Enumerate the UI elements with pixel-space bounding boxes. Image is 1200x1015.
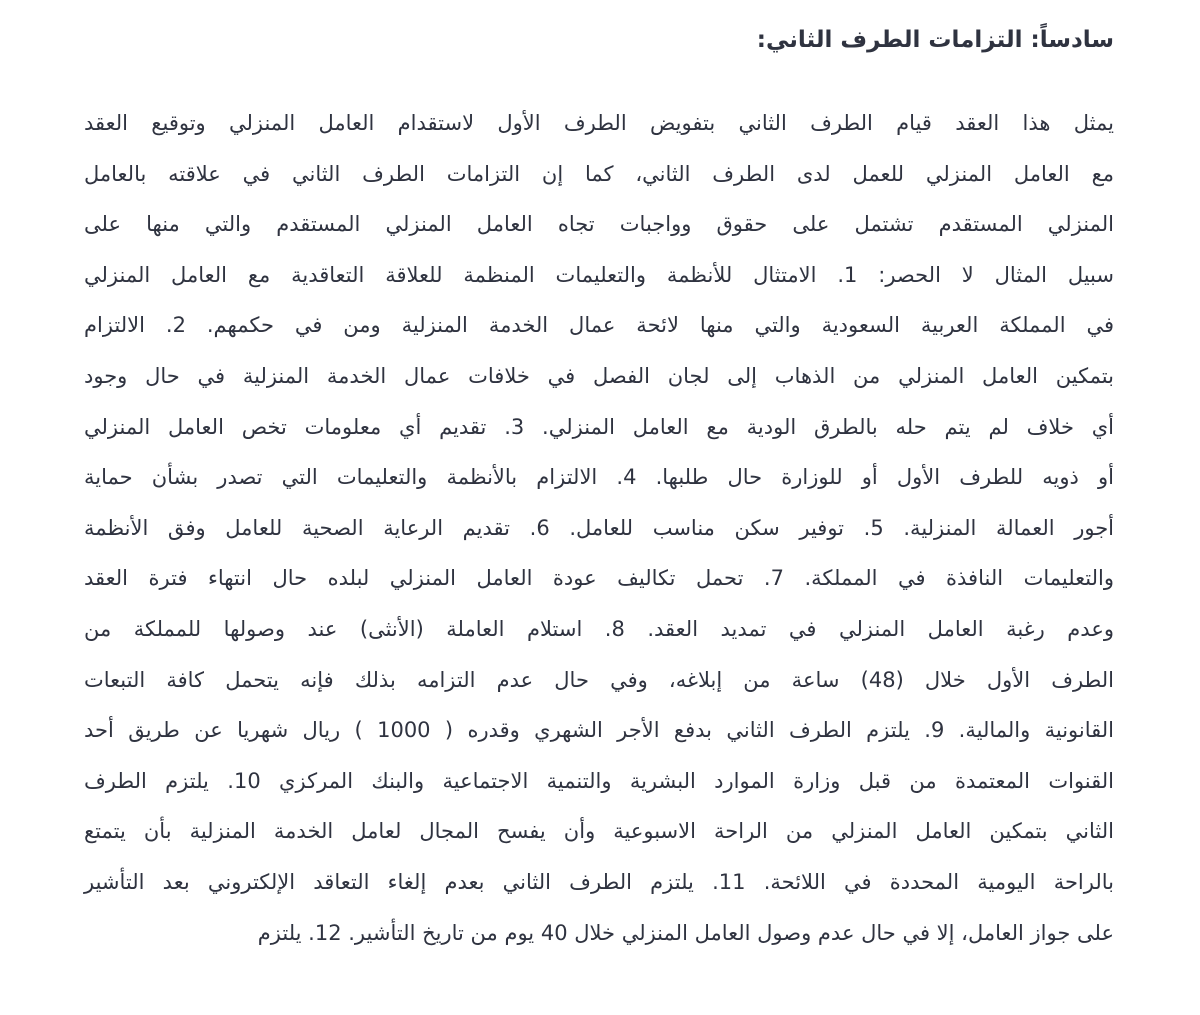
body-line: أجور العمالة المنزلية. 5. توفير سكن مناسب للعامل. 6. تقديم الرعاية الصحية للعامل وفق الأنظمة — [84, 515, 1115, 540]
body-line: أو ذويه للطرف الأول أو للوزارة حال طلبها. 4. الالتزام بالأنظمة والتعليمات التي تصدر بشأن حماية — [84, 465, 1114, 490]
body-line: على جواز العامل، إلا في حال عدم وصول العامل المنزلي خلال 40 يوم من تاريخ التأشير. 12. يلتزم — [257, 920, 1114, 945]
body-line: المنزلي المستقدم تشتمل على حقوق وواجبات تجاه العامل المنزلي المستقدم والتي منها على — [84, 212, 1114, 237]
section-body — [84, 98, 1114, 958]
body-line: القنوات المعتمدة من قبل وزارة الموارد البشرية والتنمية الاجتماعية والبنك المركزي 10. يلتزم الطرف — [84, 768, 1114, 793]
body-line: سبيل المثال لا الحصر: 1. الامتثال للأنظمة والتعليمات المنظمة للعلاقة التعاقدية مع العامل المنزلي — [84, 262, 1114, 287]
body-line: الطرف الأول خلال (48) ساعة من إبلاغه، وفي حال عدم التزامه بذلك فإنه يتحمل كافة التبعات — [84, 667, 1115, 692]
body-line: بتمكين العامل المنزلي من الذهاب إلى لجان الفصل في خلافات عمال الخدمة المنزلية في حال وجود — [84, 363, 1114, 388]
body-line: وعدم رغبة العامل المنزلي في تمديد العقد. 8. استلام العاملة (الأنثى) عند وصولها للمملكة من — [84, 616, 1114, 641]
body-line: يمثل هذا العقد قيام الطرف الثاني بتفويض الطرف الأول لاستقدام العامل المنزلي وتوقيع العقد — [84, 111, 1114, 135]
body-line: مع العامل المنزلي للعمل لدى الطرف الثاني، كما إن التزامات الطرف الثاني في علاقته بالعامل — [84, 161, 1114, 186]
body-line: بالراحة اليومية المحددة في اللائحة. 11. يلتزم الطرف الثاني بعدم إلغاء التعاقد الإلكتروني بعد التأشير — [84, 869, 1114, 894]
body-line: القانونية والمالية. 9. يلتزم الطرف الثاني بدفع الأجر الشهري وقدره ( 1000 ) ريال شهريا عن طريق أحد — [84, 718, 1115, 743]
body-line: في المملكة العربية السعودية والتي منها لائحة عمال الخدمة المنزلية ومن في حكمهم. 2. الالتزام — [84, 313, 1114, 338]
body-line: أي خلاف لم يتم حله بالطرق الودية مع العامل المنزلي. 3. تقديم أي معلومات تخص العامل المنزلي — [84, 414, 1114, 439]
section-heading: سادساً: التزامات الطرف الثاني: — [756, 27, 1114, 53]
body-line: الثاني بتمكين العامل المنزلي من الراحة الاسبوعية وأن يفسح المجال لعامل الخدمة المنزلية بأن يتمتع — [84, 819, 1114, 844]
body-line: والتعليمات النافذة في المملكة. 7. تحمل تكاليف عودة العامل المنزلي لبلده حال انتهاء فترة العقد — [84, 566, 1115, 591]
